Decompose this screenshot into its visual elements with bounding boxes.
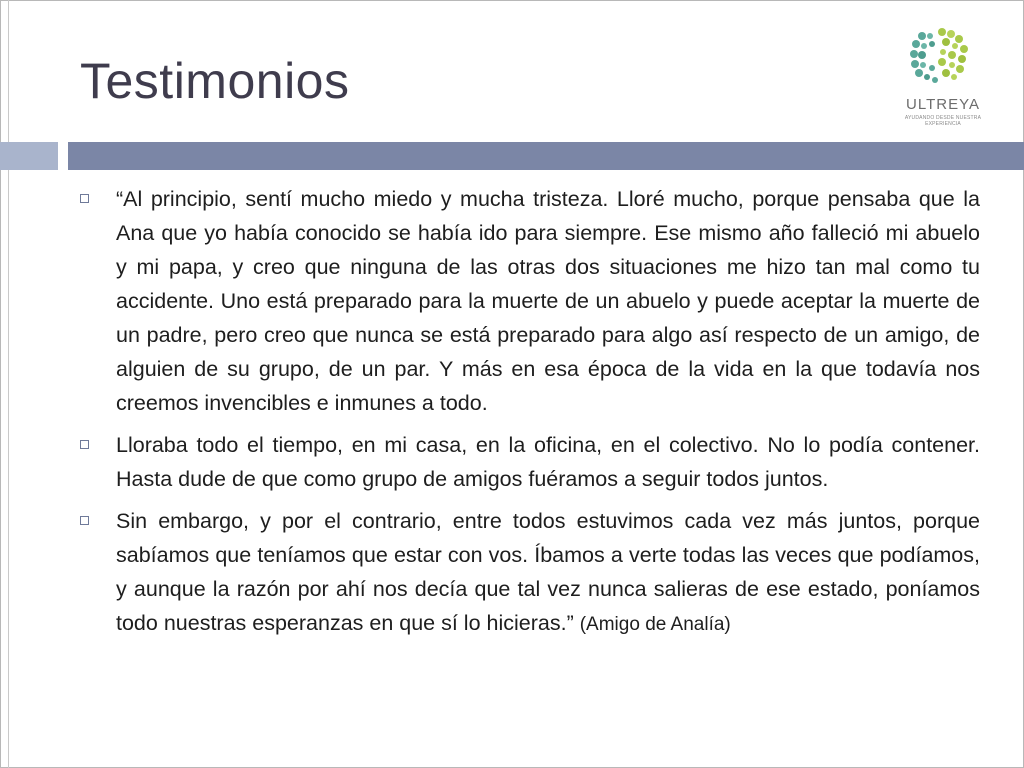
- logo-tagline: AYUDANDO DESDE NUESTRA EXPERIENCIA: [904, 115, 982, 127]
- slide-title: Testimonios: [80, 53, 350, 109]
- bullet-item: [74, 182, 980, 420]
- logo-wordmark: ULTREYA: [906, 96, 980, 113]
- square-bullet-icon: [80, 516, 89, 525]
- bullet-text: Lloraba todo el tiempo, en mi casa, en la oficina, en el colectivo. No lo podía contener. Hasta dude de que como grupo de amigos fuéramos a seguir todos juntos.: [116, 433, 980, 491]
- header-bar-left: [0, 142, 58, 170]
- bullet-item: [74, 428, 980, 496]
- square-bullet-icon: [80, 194, 89, 203]
- frame-divider: [8, 0, 9, 768]
- bullet-item: [74, 504, 980, 642]
- bullet-list: [74, 182, 980, 650]
- bullet-text: Sin embargo, y por el contrario, entre todos estuvimos cada vez más juntos, porque sabíamos que teníamos que estar con vos. Íbamos a verte todas las veces que podíamos, y aunque la razón por ahí nos decía que tal vez nunca salieras de ese estado, poníamos todo nuestras esperanzas en que sí lo hicieras.”: [116, 509, 980, 635]
- testimony-attribution: (Amigo de Analía): [579, 614, 731, 635]
- square-bullet-icon: [80, 440, 89, 449]
- logo-emblem-icon: [896, 22, 990, 94]
- ultreya-logo: [896, 22, 990, 126]
- header-bar-right: [68, 142, 1024, 170]
- bullet-text: “Al principio, sentí mucho miedo y mucha tristeza. Lloré mucho, porque pensaba que la Ana que yo había conocido se había ido para siempre. Ese mismo año falleció mi abuelo y mi papa, y creo que ninguna de las otras dos situaciones me hizo tan mal como tu accidente. Uno está preparado para la muerte de un abuelo y puede aceptar la muerte de un padre, pero creo que nunca se está preparado para algo así respecto de un amigo, de alguien de su grupo, de un par. Y más en esa época de la vida en la que todavía nos creemos invencibles e inmunes a todo.: [116, 187, 980, 415]
